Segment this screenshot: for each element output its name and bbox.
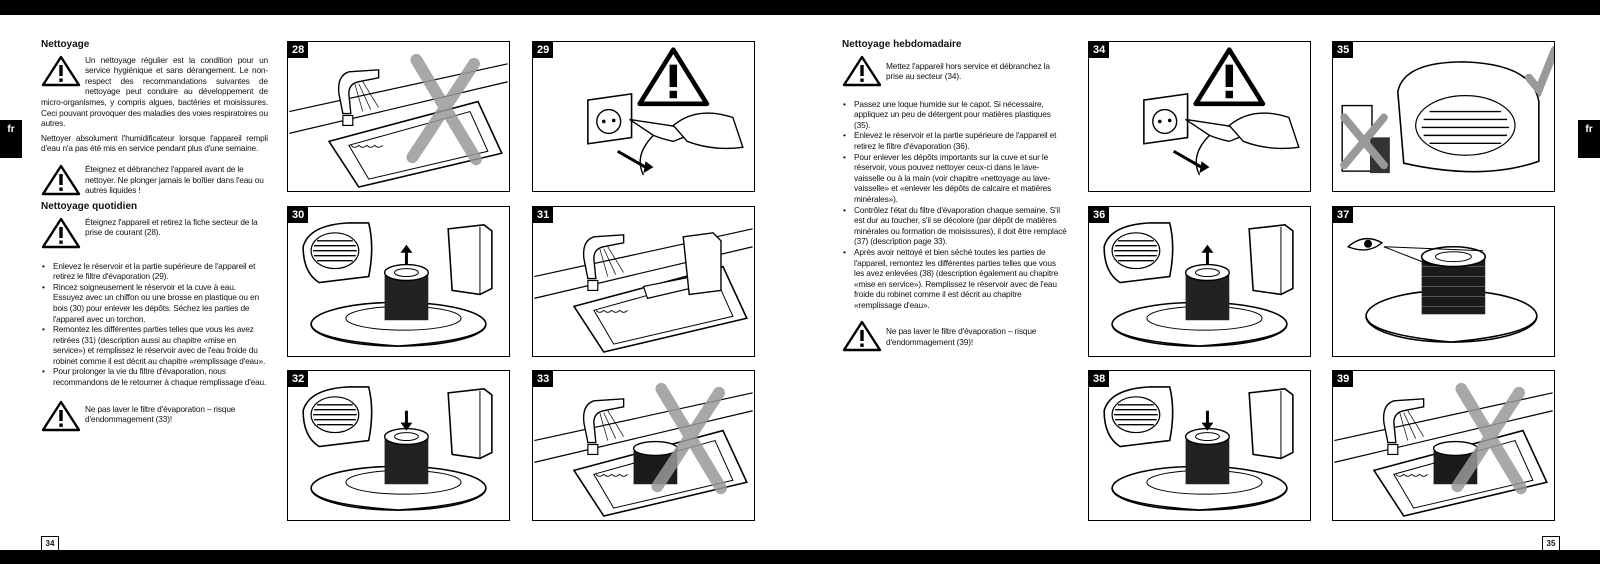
bottom-bar — [0, 550, 1600, 564]
figure-29 — [532, 41, 755, 192]
warning-icon — [41, 400, 81, 432]
figure-35 — [1332, 41, 1555, 192]
figure-number: 35 — [1333, 42, 1353, 58]
warning-icon — [41, 217, 81, 249]
warning-icon — [842, 320, 882, 352]
figure-number: 34 — [1089, 42, 1109, 58]
figure-32 — [287, 370, 510, 521]
list-item: • Contrôlez l'état du filtre d'évaporation chaque semaine. S'il est dur au toucher, s'il se décolore (par dépôt de matières minérales ou formation de moisissures), il doit être remplacé (37) (description page 33). — [854, 205, 1068, 247]
figure-37 — [1332, 206, 1555, 357]
weekly-warning-end — [842, 320, 1068, 352]
warning-icon — [41, 164, 81, 196]
language-tab-left: fr — [0, 120, 22, 158]
unplug-illustration — [533, 42, 754, 191]
figure-28 — [287, 41, 510, 192]
list-item: • Pour prolonger la vie du filtre d'évaporation, nous recommandons de le retourner à chaque remplissage d'eau. — [53, 366, 268, 387]
list-item: • Remontez les différentes parties telles que vous les avez retirées (31) (description aussi au chapitre «mise en service») et remplissez le réservoir avec de l'eau froide du robinet comme il est décrit au chapitre «remplissage d'eau». — [53, 324, 268, 366]
do-not-wash-filter-illustration — [533, 371, 754, 520]
page-number-left: 34 — [41, 536, 59, 551]
figure-number: 29 — [533, 42, 553, 58]
figure-33 — [532, 370, 755, 521]
daily-warning-end — [41, 400, 268, 432]
figure-38 — [1088, 370, 1311, 521]
list-item: • Passez une loque humide sur le capot. Si nécessaire, appliquez un peu de détergent pour matières plastiques (35). — [854, 99, 1068, 131]
page-number-right: 35 — [1542, 536, 1560, 551]
figure-number: 33 — [533, 371, 553, 387]
cleaning-paragraph: Nettoyer absolument l'humidificateur lorsque l'appareil rempli d'eau n'a pas été mis en service pendant plus d'une semaine. — [41, 132, 268, 154]
do-not-wash-filter-illustration — [1333, 371, 1554, 520]
daily-warning-text: Éteignez l'appareil et retirez la fiche secteur de la prise de courant (28). — [85, 216, 258, 238]
weekly-warning-end-text: Ne pas laver le filtre d'évaporation – risque d'endommagement (39)! — [886, 326, 1037, 348]
figure-number: 36 — [1089, 207, 1109, 223]
figure-34 — [1088, 41, 1311, 192]
warning-icon — [41, 55, 81, 87]
brush-clean-illustration — [533, 207, 754, 356]
weekly-bullet-list — [842, 99, 1068, 311]
list-item: • Après avoir nettoyé et bien séché toutes les parties de l'appareil, remontez les différentes parties telles que vous les avez enlevées (38) (description également au chapitre «mise en service»). Remplissez le réservoir avec de l'eau froide du robinet comme il est décrit au chapitre «remplissage d'eau». — [854, 247, 1068, 311]
inspect-filter-illustration — [1333, 207, 1554, 356]
weekly-warning-text: Mettez l'appareil hors service et débranchez la prise au secteur (34). — [886, 60, 1050, 82]
list-item: • Enlevez le réservoir et la partie supérieure de l'appareil et retirez le filtre d'évaporation (29). — [53, 261, 268, 282]
list-item: • Rincez soigneusement le réservoir et la cuve à eau. Essuyez avec un chiffon ou une brosse en plastique ou en bois (30) pour enlever les dépôts. Séchez les parties de l'appareil avec un torchon. — [53, 282, 268, 324]
unplug-illustration — [1089, 42, 1310, 191]
reassembly-illustration — [1089, 371, 1310, 520]
daily-bullet-list — [41, 261, 268, 388]
language-tab-right: fr — [1578, 120, 1600, 158]
warning-icon — [842, 55, 882, 87]
figure-31 — [532, 206, 755, 357]
daily-heading: Nettoyage quotidien — [41, 200, 138, 212]
disassembly-illustration — [288, 207, 509, 356]
cleaning-warning — [41, 55, 268, 129]
top-bar — [0, 0, 1600, 15]
cleaning-warning-2 — [41, 164, 268, 196]
wipe-cover-illustration — [1333, 42, 1554, 191]
sink-rinse-illustration — [288, 42, 509, 191]
reassembly-illustration — [288, 371, 509, 520]
cleaning-warning-2-text: Éteignez et débranchez l'appareil avant de le nettoyer. Ne plonger jamais le boîtier dans l'eau ou autres liquides ! — [85, 163, 264, 196]
list-item: • Enlevez le réservoir et la partie supérieure de l'appareil et retirez le filtre d'évaporation (36). — [854, 130, 1068, 151]
figure-number: 32 — [288, 371, 308, 387]
figure-number: 31 — [533, 207, 553, 223]
figure-number: 38 — [1089, 371, 1109, 387]
figure-39 — [1332, 370, 1555, 521]
right-text-column — [842, 40, 1068, 358]
list-item: • Pour enlever les dépôts importants sur la cuve et sur le réservoir, vous pouvez nettoyer ceux-ci dans le lave-vaisselle ou à la main (voir chapitre «nettoyage au lave-vaisselle» et «enlever les dépôts de calcaire et matières minérales»). — [854, 152, 1068, 205]
figure-number: 30 — [288, 207, 308, 223]
figure-30 — [287, 206, 510, 357]
figure-36 — [1088, 206, 1311, 357]
daily-warning-end-text: Ne pas laver le filtre d'évaporation – risque d'endommagement (33)! — [85, 403, 236, 425]
left-text-column — [41, 40, 268, 438]
weekly-warning — [842, 55, 1068, 87]
figure-number: 37 — [1333, 207, 1353, 223]
figure-number: 28 — [288, 42, 308, 58]
weekly-heading: Nettoyage hebdomadaire — [842, 39, 962, 50]
daily-warning — [41, 217, 268, 249]
figure-number: 39 — [1333, 371, 1353, 387]
cleaning-warning-text: Un nettoyage régulier est la condition pour un service hygiénique et sans dérangement. Le non-respect des recommandations suivantes de nettoyage peut conduire au développement de micro-organismes, y compris algues, bactéries et moisissures. Ceci pouvant provoquer des maladies des voies respiratoires ou autres. — [41, 54, 268, 129]
disassembly-illustration — [1089, 207, 1310, 356]
cleaning-heading: Nettoyage — [41, 39, 90, 50]
